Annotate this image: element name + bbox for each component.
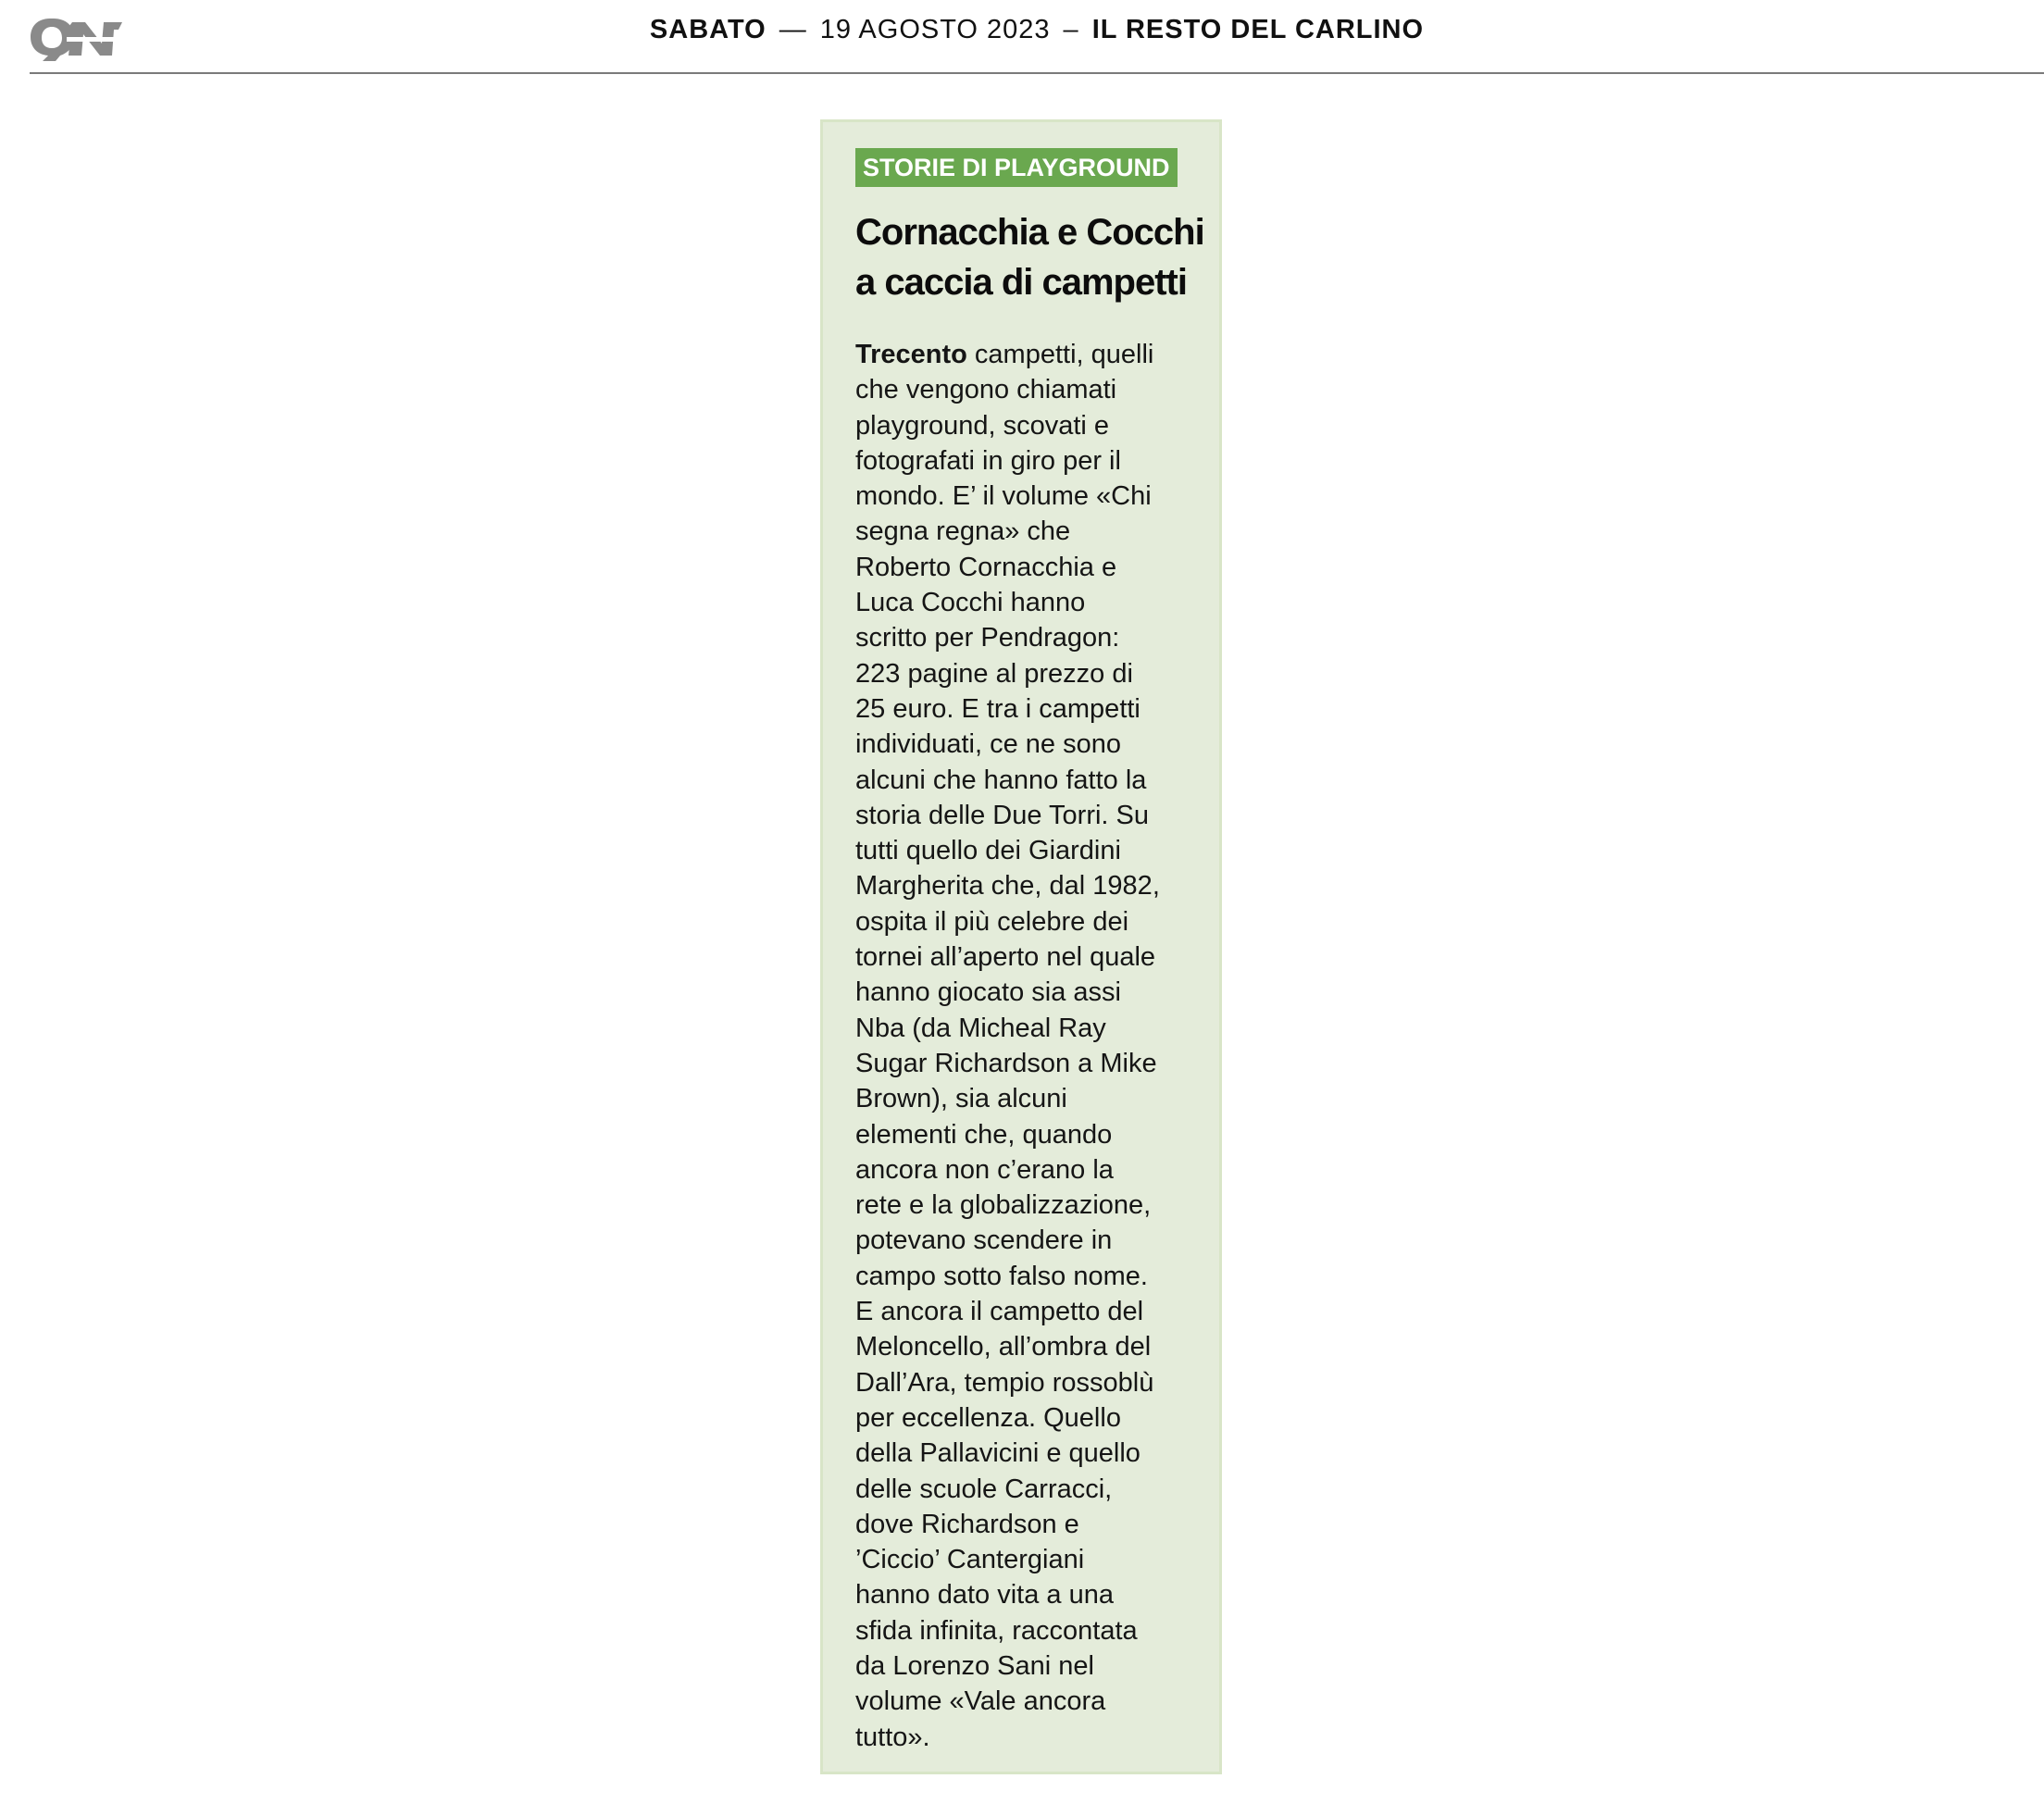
article-body	[855, 337, 1218, 1755]
body-line: Brown), sia alcuni	[855, 1084, 1067, 1114]
body-line: hanno giocato sia assi	[855, 977, 1121, 1008]
body-line: ancora non c’erano la	[855, 1154, 1114, 1185]
article-headline	[855, 207, 1218, 307]
body-line	[855, 337, 1218, 372]
page-header	[30, 0, 2044, 74]
body-line: ’Ciccio’ Cantergiani	[855, 1545, 1085, 1575]
body-line: sfida infinita, raccontata	[855, 1615, 1138, 1646]
body-line: storia delle Due Torri. Su	[855, 800, 1150, 830]
body-line: 223 pagine al prezzo di	[855, 658, 1133, 689]
headline-line: Cornacchia e Cocchi	[855, 212, 1204, 253]
body-line: rete e la globalizzazione,	[855, 1190, 1152, 1221]
article-box	[820, 119, 1222, 1774]
body-line-rest: campetti, quelli	[966, 340, 1154, 369]
body-line: 25 euro. E tra i campetti	[855, 693, 1140, 724]
body-line: che vengono chiamati	[855, 375, 1117, 405]
day-label: SABATO	[649, 15, 766, 44]
body-line: Roberto Cornacchia e	[855, 552, 1117, 582]
body-line: della Pallavicini e quello	[855, 1438, 1140, 1469]
body-line: segna regna» che	[855, 516, 1071, 547]
body-line: da Lorenzo Sani nel	[855, 1650, 1094, 1681]
body-line: E ancora il campetto del	[855, 1297, 1144, 1327]
dateline-separator: —	[779, 15, 807, 44]
body-line: elementi che, quando	[855, 1119, 1113, 1150]
body-line: individuati, ce ne sono	[855, 729, 1121, 760]
body-line: alcuni che hanno fatto la	[855, 765, 1147, 795]
dateline-separator: –	[1063, 15, 1079, 44]
body-line: tornei all’aperto nel quale	[855, 942, 1156, 973]
body-line: Meloncello, all’ombra del	[855, 1332, 1152, 1362]
headline-line: a caccia di campetti	[855, 262, 1187, 303]
body-line: tutti quello dei Giardini	[855, 836, 1121, 866]
lead-word: Trecento	[855, 340, 967, 369]
body-line: Nba (da Micheal Ray	[855, 1013, 1106, 1043]
body-line: scritto per Pendragon:	[855, 623, 1120, 653]
body-line: fotografati in giro per il	[855, 445, 1121, 476]
section-kicker: STORIE DI PLAYGROUND	[855, 148, 1178, 187]
date-label: 19 AGOSTO 2023	[819, 15, 1051, 44]
body-line: potevano scendere in	[855, 1225, 1113, 1256]
dateline	[30, 15, 2044, 45]
body-line: hanno dato vita a una	[855, 1580, 1114, 1611]
newspaper-name: IL RESTO DEL CARLINO	[1091, 15, 1425, 44]
body-line: Margherita che, dal 1982,	[855, 871, 1160, 902]
body-line: delle scuole Carracci,	[855, 1474, 1113, 1504]
body-line: campo sotto falso nome.	[855, 1261, 1148, 1291]
body-line: mondo. E’ il volume «Chi	[855, 481, 1152, 512]
body-line: volume «Vale ancora	[855, 1686, 1106, 1717]
body-line: dove Richardson e	[855, 1509, 1079, 1539]
body-line: per eccellenza. Quello	[855, 1402, 1121, 1433]
body-line: Dall’Ara, tempio rossoblù	[855, 1367, 1154, 1398]
body-line: Sugar Richardson a Mike	[855, 1048, 1157, 1078]
body-line: Luca Cocchi hanno	[855, 588, 1086, 618]
body-line: tutto».	[855, 1722, 930, 1752]
body-line: ospita il più celebre dei	[855, 906, 1129, 937]
body-line: playground, scovati e	[855, 410, 1110, 441]
